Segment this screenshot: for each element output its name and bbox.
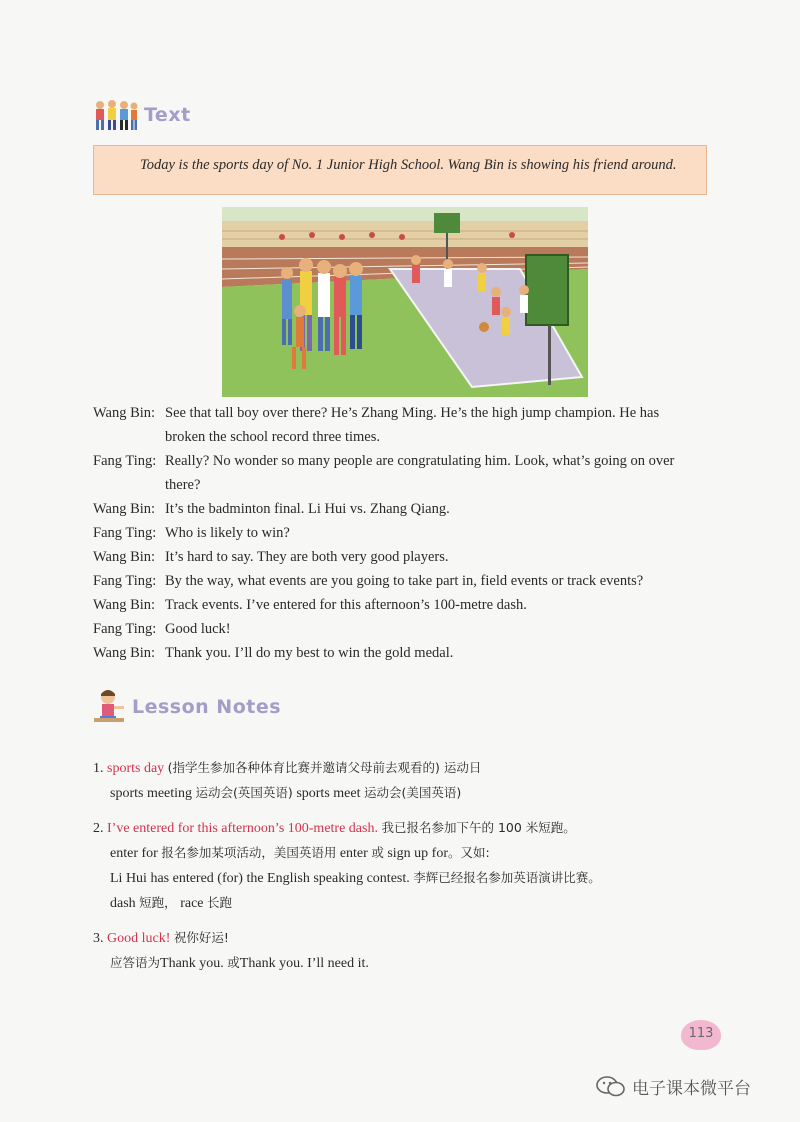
speech: Track events. I’ve entered for this afternoon’s 100-metre dash. xyxy=(165,597,527,613)
dialogue-line xyxy=(93,569,713,593)
note-highlight: Good luck! xyxy=(107,931,171,946)
watermark xyxy=(596,1074,751,1099)
note-term: dash xyxy=(110,896,136,911)
note-term: Thank you. xyxy=(160,956,224,971)
note-term: enter xyxy=(339,846,368,861)
note-example: Li Hui has entered (for) the English speaking contest. xyxy=(110,871,410,886)
dialogue-line xyxy=(93,521,713,545)
note-3 xyxy=(93,926,713,976)
note-number: 3. xyxy=(93,931,104,946)
note-chinese: 报名参加某项活动，美国英语用 xyxy=(161,845,337,860)
note-number: 2. xyxy=(93,821,104,836)
speaker xyxy=(93,425,165,449)
note-highlight: I’ve entered for this afternoon’s 100-metre dash. xyxy=(107,821,378,836)
speaker: Fang Ting: xyxy=(93,525,157,541)
sports-field-illustration xyxy=(222,207,588,397)
note-chinese: (指学生参加各种体育比赛并邀请父母前去观看的) 运动日 xyxy=(167,760,482,775)
note-2 xyxy=(93,816,713,916)
dialogue-line xyxy=(93,497,713,521)
note-chinese: 祝你好运! xyxy=(173,930,229,945)
note-chinese: 。又如: xyxy=(448,845,490,860)
speaker: Wang Bin: xyxy=(93,597,156,613)
text-section-header xyxy=(92,98,191,132)
watermark-text: 电子课本微平台 xyxy=(632,1079,751,1099)
note-1 xyxy=(93,756,713,806)
dialogue xyxy=(93,401,713,665)
dialogue-line xyxy=(93,545,713,569)
note-chinese: 李辉已经报名参加英语演讲比赛。 xyxy=(413,870,601,885)
note-term: sports meeting xyxy=(110,786,193,801)
note-chinese: 应答语为 xyxy=(110,955,161,970)
speech: broken the school record three times. xyxy=(165,429,381,445)
speech: there? xyxy=(165,477,201,493)
note-chinese: 运动会(美国英语) xyxy=(363,785,462,800)
note-term: race xyxy=(180,896,204,911)
note-chinese: 我已报名参加下午的 100 米短跑。 xyxy=(381,820,576,835)
dialogue-line xyxy=(93,473,713,497)
speaker: Wang Bin: xyxy=(93,645,156,661)
page-number: 113 xyxy=(681,1020,721,1050)
note-chinese: 或 xyxy=(227,955,240,970)
speech: Really? No wonder so many people are congratulating him. Look, what’s going on over xyxy=(165,453,675,469)
note-term: sports meet xyxy=(296,786,361,801)
note-chinese: 或 xyxy=(371,845,384,860)
intro-text: Today is the sports day of No. 1 Junior High School. Wang Bin is showing his friend around. xyxy=(140,157,677,173)
speech: See that tall boy over there? He’s Zhang Ming. He’s the high jump champion. He has xyxy=(165,405,660,421)
speaker xyxy=(93,473,165,497)
dialogue-line xyxy=(93,617,713,641)
speech: It’s the badminton final. Li Hui vs. Zhang Qiang. xyxy=(165,501,450,517)
speaker: Wang Bin: xyxy=(93,405,156,421)
speaker: Fang Ting: xyxy=(93,573,157,589)
note-number: 1. xyxy=(93,761,104,776)
lesson-notes xyxy=(93,756,713,986)
note-term: Thank you. I’ll need it. xyxy=(239,956,369,971)
dialogue-line xyxy=(93,449,713,473)
note-chinese: 短跑， xyxy=(139,895,177,910)
note-term: enter for xyxy=(110,846,158,861)
section-title-lesson-notes: Lesson Notes xyxy=(132,696,282,718)
lesson-notes-header xyxy=(92,688,281,726)
students-icon xyxy=(92,98,138,132)
note-term: sign up for xyxy=(387,846,448,861)
note-chinese: 运动会(英国英语) xyxy=(195,785,293,800)
speaker: Fang Ting: xyxy=(93,453,157,469)
intro-box xyxy=(93,145,707,195)
dialogue-line xyxy=(93,425,713,449)
note-chinese: 长跑 xyxy=(207,895,233,910)
speech: Who is likely to win? xyxy=(165,525,290,541)
speaker: Wang Bin: xyxy=(93,501,156,517)
speech: Good luck! xyxy=(165,621,231,637)
speech: By the way, what events are you going to take part in, field events or track events? xyxy=(165,573,644,589)
dialogue-line xyxy=(93,641,713,665)
note-highlight: sports day xyxy=(107,761,165,776)
speaker: Fang Ting: xyxy=(93,621,157,637)
wechat-icon xyxy=(596,1076,626,1098)
speech: It’s hard to say. They are both very good players. xyxy=(165,549,449,565)
dialogue-line xyxy=(93,593,713,617)
speech: Thank you. I’ll do my best to win the gold medal. xyxy=(165,645,454,661)
section-title-text: Text xyxy=(144,104,191,126)
dialogue-line xyxy=(93,401,713,425)
speaker: Wang Bin: xyxy=(93,549,156,565)
teacher-icon xyxy=(92,688,126,726)
